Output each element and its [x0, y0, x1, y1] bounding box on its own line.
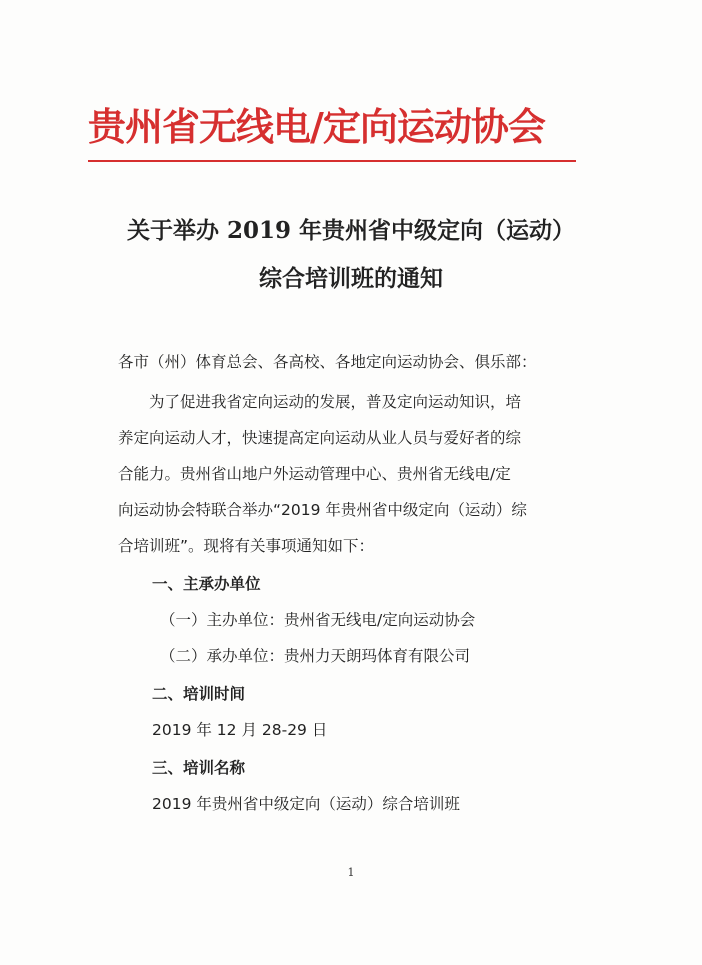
body-paragraph-line: 养定向运动人才，快速提高定向运动从业人员与爱好者的综 [118, 429, 522, 447]
body-paragraph-line: 向运动协会特联合举办“2019 年贵州省中级定向（运动）综 [118, 501, 527, 519]
organization-letterhead: 贵州省无线电/定向运动协会 [88, 104, 545, 149]
body-paragraph-line: 合能力。贵州省山地户外运动管理中心、贵州省无线电/定 [118, 465, 511, 483]
document-title-line-1: 关于举办 2019 年贵州省中级定向（运动） [126, 217, 576, 244]
organizer-item: （一）主办单位：贵州省无线电/定向运动协会 [160, 611, 476, 629]
document-title-line-2: 综合培训班的通知 [259, 265, 443, 292]
body-paragraph-line: 合培训班”。现将有关事项通知如下： [118, 537, 375, 555]
section-heading-organizers: 一、主承办单位 [152, 575, 261, 593]
page-number: 1 [347, 866, 355, 879]
section-heading-training-time: 二、培训时间 [152, 685, 246, 703]
body-paragraph-line: 为了促进我省定向运动的发展，普及定向运动知识，培 [118, 393, 522, 411]
training-name-value: 2019 年贵州省中级定向（运动）综合培训班 [152, 795, 460, 813]
section-heading-training-name: 三、培训名称 [152, 759, 246, 777]
salutation: 各市（州）体育总会、各高校、各地定向运动协会、俱乐部： [118, 353, 537, 371]
training-time-value: 2019 年 12 月 28-29 日 [152, 721, 328, 739]
co-organizer-item: （二）承办单位：贵州力天朗玛体育有限公司 [160, 647, 471, 665]
letterhead-divider [88, 160, 576, 162]
